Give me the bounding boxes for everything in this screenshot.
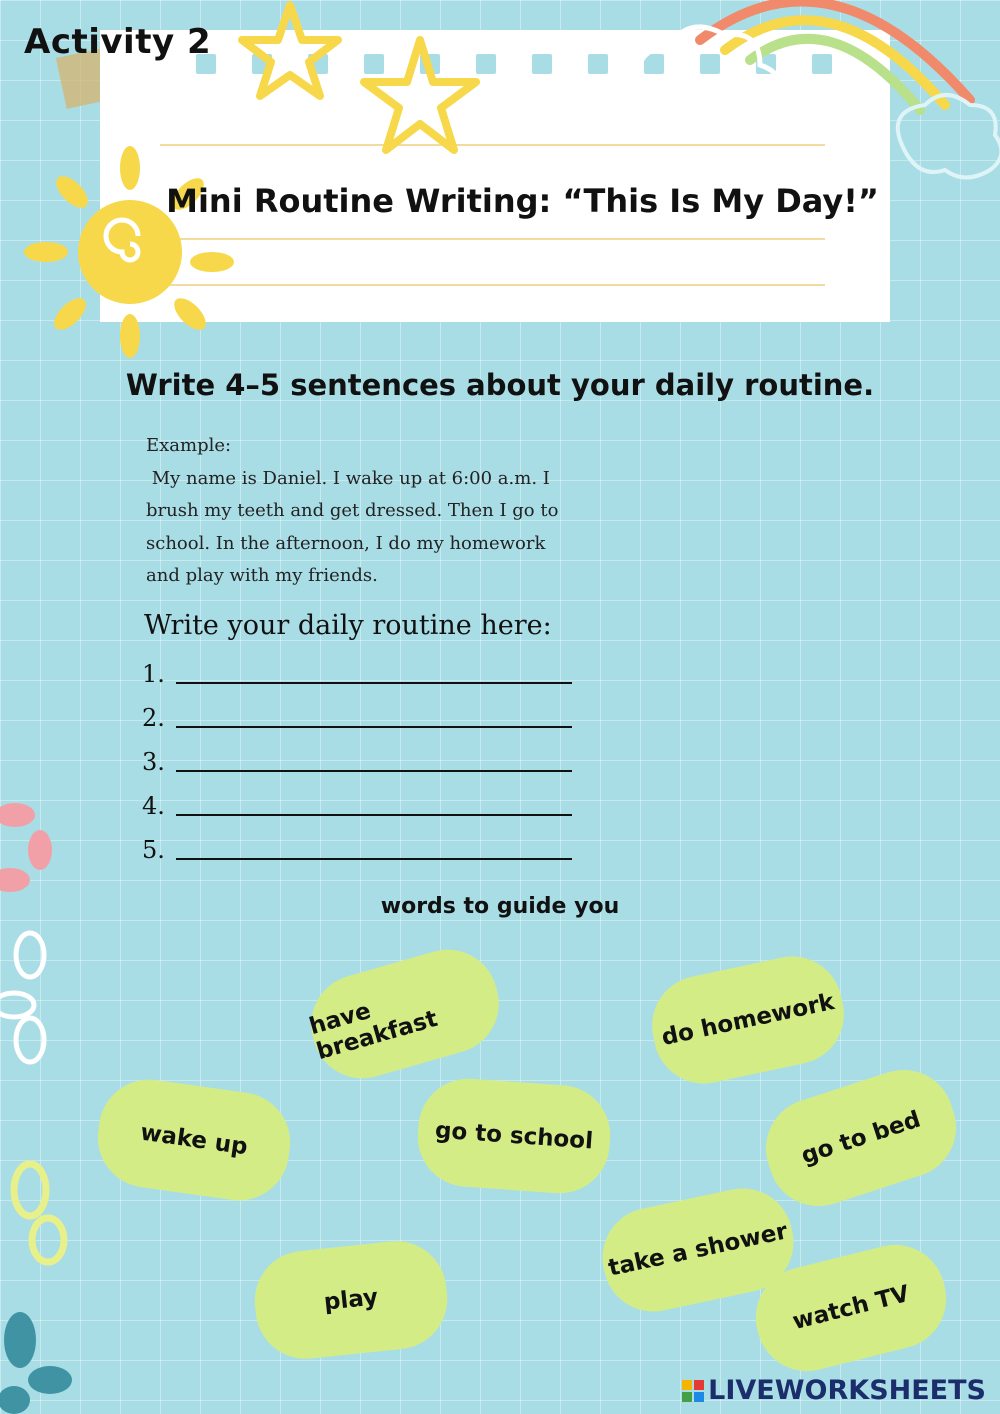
answer-line: [142, 830, 572, 864]
instruction-prompt: Write 4–5 sentences about your daily routine.: [125, 368, 875, 402]
answer-number: 4.: [142, 792, 165, 820]
flower-icon: [14, 1164, 64, 1262]
word-pill-label: play: [322, 1284, 380, 1316]
word-pill-label: have breakfast: [306, 997, 441, 1066]
flower-icon: [0, 933, 44, 1062]
example-line: brush my teeth and get dressed. Then I go to: [146, 500, 559, 521]
write-here-heading: Write your daily routine here:: [144, 610, 552, 641]
flower-icon: [0, 1312, 72, 1414]
answer-number: 5.: [142, 836, 165, 864]
answer-line: [142, 742, 572, 776]
star-icon: [242, 5, 338, 96]
answer-blank[interactable]: [176, 654, 572, 684]
word-pill-label: do homework: [659, 989, 837, 1051]
example-line: school. In the afternoon, I do my homework: [146, 532, 546, 554]
word-bank-title: words to guide you: [380, 894, 620, 919]
cloud-icon: [636, 27, 781, 128]
example-paragraph: [146, 430, 616, 593]
word-pill-label: take a shower: [606, 1218, 790, 1282]
page-title: Mini Routine Writing: “This Is My Day!”: [166, 182, 879, 220]
answer-blank[interactable]: [176, 742, 572, 772]
word-pill-label: go to school: [434, 1117, 594, 1155]
word-pill: [414, 1075, 613, 1196]
activity-label: Activity 2: [24, 22, 212, 62]
sun-icon: [24, 146, 234, 358]
answer-blank[interactable]: [176, 786, 572, 816]
brand-name: LIVEWORKSHEETS: [708, 1375, 986, 1406]
example-line: and play with my friends.: [146, 565, 378, 586]
liveworksheets-logo-icon: [682, 1380, 704, 1402]
word-pill-label: watch TV: [789, 1280, 913, 1336]
rainbow-icon: [700, 2, 970, 110]
answer-line: [142, 654, 572, 688]
answer-number: 1.: [142, 660, 165, 688]
word-pill-label: wake up: [138, 1119, 250, 1161]
answer-line: [142, 698, 572, 732]
answer-blank[interactable]: [176, 830, 572, 860]
answer-number: 3.: [142, 748, 165, 776]
example-line: My name is Daniel. I wake up at 6:00 a.m. I: [146, 467, 550, 489]
example-label: Example:: [146, 435, 232, 456]
word-pill-label: go to bed: [798, 1106, 924, 1170]
flower-icon: [0, 803, 52, 892]
answer-line: [142, 786, 572, 820]
answer-number: 2.: [142, 704, 165, 732]
brand-watermark: [682, 1375, 986, 1406]
answer-blank[interactable]: [176, 698, 572, 728]
star-icon: [364, 40, 476, 150]
